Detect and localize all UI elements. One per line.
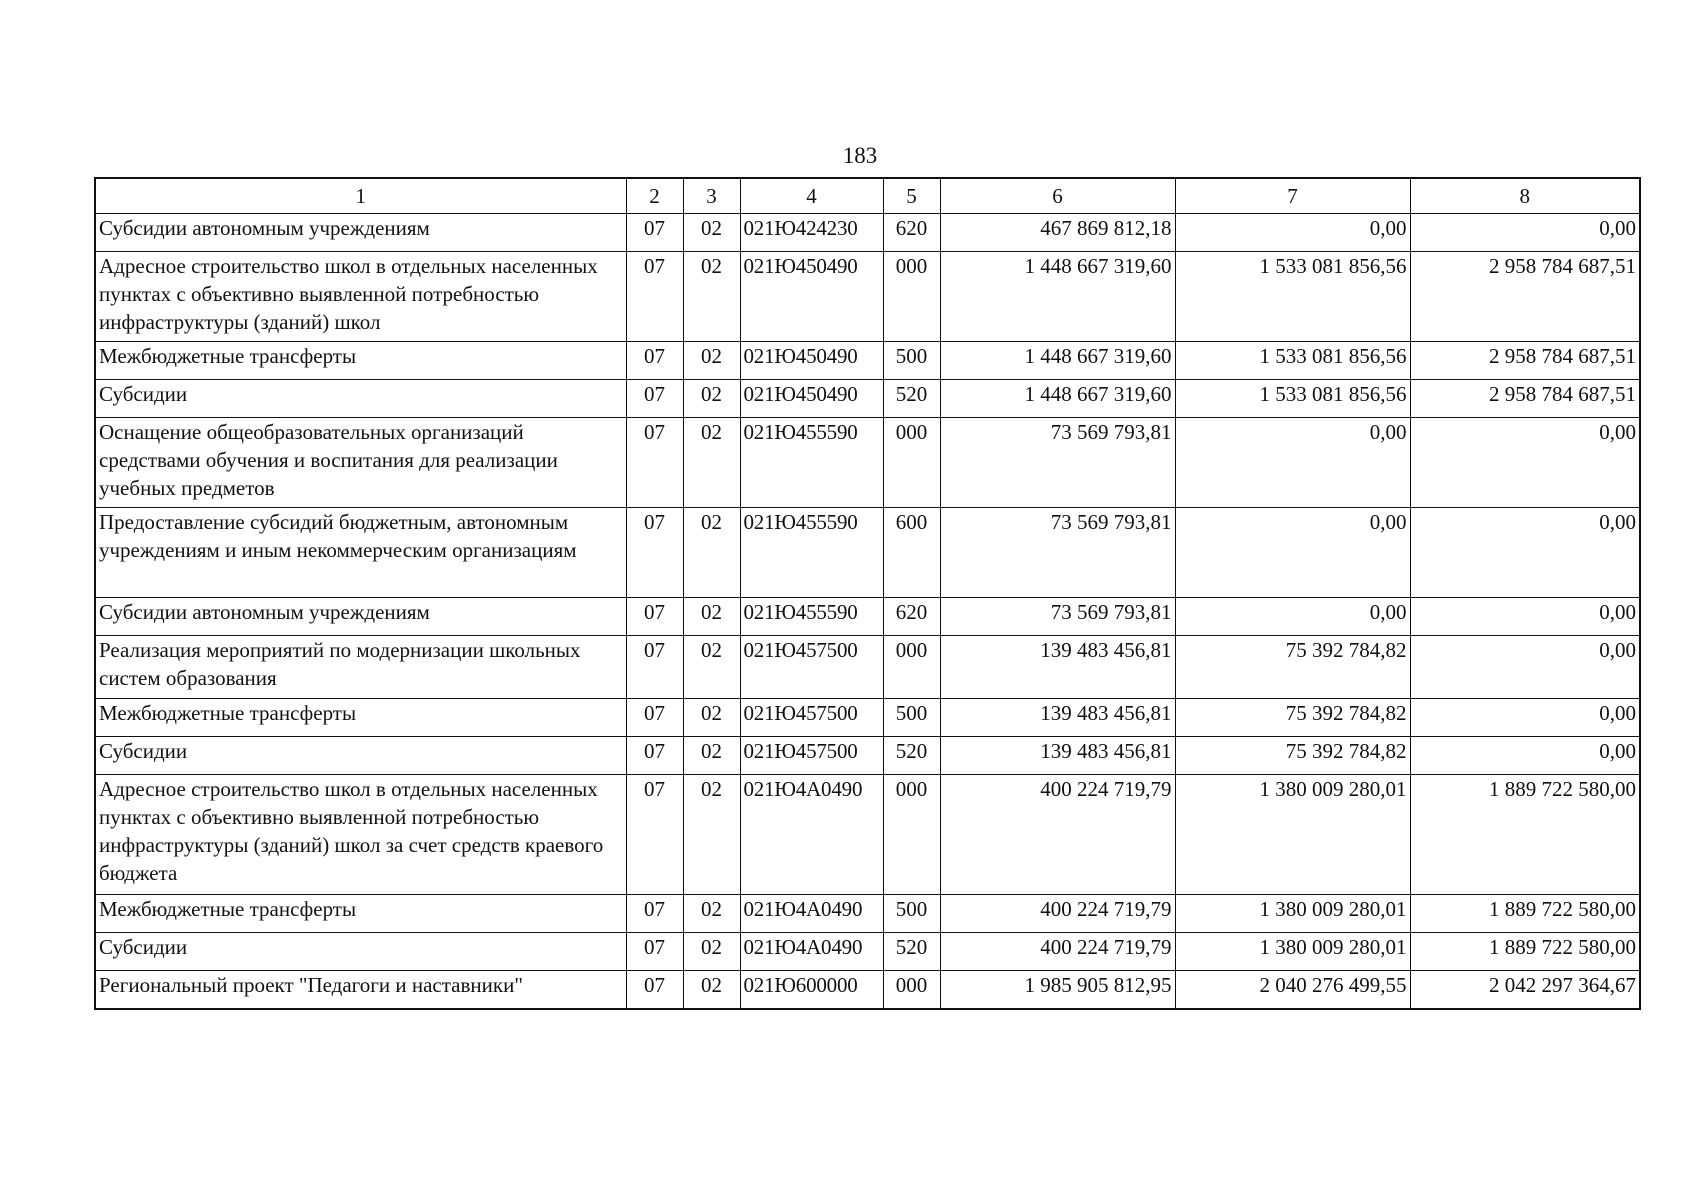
table-row [95, 342, 1640, 380]
cell-subsection: 02 [683, 775, 740, 895]
cell-subsection: 02 [683, 214, 740, 252]
cell-name: Реализация мероприятий по модернизации школьных систем образования [95, 636, 626, 699]
cell-target-article: 021Ю457500 [740, 636, 883, 699]
cell-section: 07 [626, 508, 683, 598]
table-row [95, 418, 1640, 508]
cell-amount-col7: 1 380 009 280,01 [1175, 895, 1410, 933]
cell-expense-type: 000 [883, 252, 940, 342]
cell-target-article: 021Ю457500 [740, 699, 883, 737]
cell-name: Субсидии [95, 380, 626, 418]
cell-subsection: 02 [683, 737, 740, 775]
cell-target-article: 021Ю455590 [740, 508, 883, 598]
table-body [95, 214, 1640, 1010]
header-col-5: 5 [883, 178, 940, 214]
cell-amount-col6: 1 448 667 319,60 [940, 342, 1175, 380]
cell-name: Предоставление субсидий бюджетным, автономным учреждениям и иным некоммерческим организациям [95, 508, 626, 598]
table-row [95, 252, 1640, 342]
cell-section: 07 [626, 895, 683, 933]
cell-amount-col8: 0,00 [1410, 699, 1640, 737]
table-row [95, 636, 1640, 699]
cell-section: 07 [626, 775, 683, 895]
cell-section: 07 [626, 933, 683, 971]
cell-section: 07 [626, 214, 683, 252]
cell-name: Субсидии [95, 933, 626, 971]
cell-target-article: 021Ю4А0490 [740, 933, 883, 971]
cell-target-article: 021Ю450490 [740, 380, 883, 418]
cell-expense-type: 620 [883, 598, 940, 636]
cell-amount-col6: 400 224 719,79 [940, 933, 1175, 971]
cell-expense-type: 000 [883, 775, 940, 895]
cell-amount-col6: 1 985 905 812,95 [940, 971, 1175, 1010]
cell-amount-col8: 0,00 [1410, 737, 1640, 775]
cell-amount-col6: 467 869 812,18 [940, 214, 1175, 252]
cell-amount-col8: 0,00 [1410, 636, 1640, 699]
table-row [95, 598, 1640, 636]
cell-amount-col8: 2 042 297 364,67 [1410, 971, 1640, 1010]
cell-amount-col7: 1 380 009 280,01 [1175, 933, 1410, 971]
cell-expense-type: 520 [883, 380, 940, 418]
cell-name: Межбюджетные трансферты [95, 895, 626, 933]
cell-section: 07 [626, 737, 683, 775]
cell-amount-col7: 75 392 784,82 [1175, 636, 1410, 699]
cell-target-article: 021Ю4А0490 [740, 895, 883, 933]
page-number: 183 [842, 143, 878, 168]
cell-target-article: 021Ю455590 [740, 598, 883, 636]
cell-expense-type: 500 [883, 342, 940, 380]
cell-amount-col6: 400 224 719,79 [940, 775, 1175, 895]
cell-section: 07 [626, 380, 683, 418]
cell-name: Региональный проект "Педагоги и наставники" [95, 971, 626, 1010]
cell-expense-type: 600 [883, 508, 940, 598]
header-col-8: 8 [1410, 178, 1640, 214]
cell-name: Адресное строительство школ в отдельных населенных пунктах с объективно выявленной потребностью инфраструктуры (зданий) школ за счет средств краевого бюджета [95, 775, 626, 895]
cell-section: 07 [626, 418, 683, 508]
cell-expense-type: 500 [883, 895, 940, 933]
cell-amount-col8: 0,00 [1410, 418, 1640, 508]
cell-target-article: 021Ю424230 [740, 214, 883, 252]
budget-table [94, 177, 1641, 1010]
header-col-2: 2 [626, 178, 683, 214]
cell-name: Субсидии [95, 737, 626, 775]
cell-subsection: 02 [683, 636, 740, 699]
table-row [95, 895, 1640, 933]
header-row [95, 178, 1640, 214]
cell-expense-type: 000 [883, 418, 940, 508]
cell-amount-col7: 0,00 [1175, 508, 1410, 598]
cell-name: Межбюджетные трансферты [95, 342, 626, 380]
cell-amount-col7: 0,00 [1175, 418, 1410, 508]
cell-expense-type: 000 [883, 971, 940, 1010]
cell-amount-col7: 1 380 009 280,01 [1175, 775, 1410, 895]
header-col-3: 3 [683, 178, 740, 214]
cell-subsection: 02 [683, 418, 740, 508]
cell-expense-type: 620 [883, 214, 940, 252]
cell-subsection: 02 [683, 699, 740, 737]
cell-subsection: 02 [683, 252, 740, 342]
table-row [95, 933, 1640, 971]
table-row [95, 380, 1640, 418]
table-row [95, 699, 1640, 737]
cell-amount-col7: 1 533 081 856,56 [1175, 380, 1410, 418]
cell-amount-col7: 0,00 [1175, 598, 1410, 636]
cell-amount-col8: 2 958 784 687,51 [1410, 380, 1640, 418]
header-col-1: 1 [95, 178, 626, 214]
cell-amount-col6: 1 448 667 319,60 [940, 252, 1175, 342]
cell-target-article: 021Ю450490 [740, 252, 883, 342]
cell-subsection: 02 [683, 598, 740, 636]
cell-amount-col6: 139 483 456,81 [940, 699, 1175, 737]
cell-section: 07 [626, 342, 683, 380]
cell-amount-col6: 73 569 793,81 [940, 508, 1175, 598]
table-row [95, 508, 1640, 598]
cell-amount-col8: 1 889 722 580,00 [1410, 933, 1640, 971]
cell-amount-col8: 0,00 [1410, 214, 1640, 252]
cell-name: Межбюджетные трансферты [95, 699, 626, 737]
cell-amount-col6: 400 224 719,79 [940, 895, 1175, 933]
cell-section: 07 [626, 252, 683, 342]
cell-subsection: 02 [683, 380, 740, 418]
cell-amount-col7: 1 533 081 856,56 [1175, 342, 1410, 380]
cell-amount-col8: 0,00 [1410, 598, 1640, 636]
cell-amount-col7: 0,00 [1175, 214, 1410, 252]
cell-expense-type: 520 [883, 933, 940, 971]
cell-name: Адресное строительство школ в отдельных населенных пунктах с объективно выявленной потребностью инфраструктуры (зданий) школ [95, 252, 626, 342]
cell-amount-col6: 139 483 456,81 [940, 636, 1175, 699]
cell-section: 07 [626, 699, 683, 737]
table-row [95, 775, 1640, 895]
cell-subsection: 02 [683, 933, 740, 971]
cell-amount-col8: 1 889 722 580,00 [1410, 895, 1640, 933]
cell-name: Субсидии автономным учреждениям [95, 598, 626, 636]
cell-subsection: 02 [683, 342, 740, 380]
cell-amount-col7: 2 040 276 499,55 [1175, 971, 1410, 1010]
cell-section: 07 [626, 636, 683, 699]
cell-target-article: 021Ю450490 [740, 342, 883, 380]
cell-subsection: 02 [683, 971, 740, 1010]
cell-amount-col6: 73 569 793,81 [940, 598, 1175, 636]
cell-subsection: 02 [683, 895, 740, 933]
cell-amount-col8: 2 958 784 687,51 [1410, 252, 1640, 342]
cell-amount-col8: 0,00 [1410, 508, 1640, 598]
cell-section: 07 [626, 598, 683, 636]
cell-expense-type: 000 [883, 636, 940, 699]
cell-amount-col6: 1 448 667 319,60 [940, 380, 1175, 418]
cell-target-article: 021Ю457500 [740, 737, 883, 775]
header-col-4: 4 [740, 178, 883, 214]
cell-amount-col8: 1 889 722 580,00 [1410, 775, 1640, 895]
cell-amount-col7: 75 392 784,82 [1175, 737, 1410, 775]
cell-name: Субсидии автономным учреждениям [95, 214, 626, 252]
cell-target-article: 021Ю600000 [740, 971, 883, 1010]
cell-target-article: 021Ю4А0490 [740, 775, 883, 895]
cell-amount-col7: 1 533 081 856,56 [1175, 252, 1410, 342]
cell-name: Оснащение общеобразовательных организаций средствами обучения и воспитания для реализации учебных предметов [95, 418, 626, 508]
cell-expense-type: 500 [883, 699, 940, 737]
cell-amount-col7: 75 392 784,82 [1175, 699, 1410, 737]
table-row [95, 737, 1640, 775]
cell-subsection: 02 [683, 508, 740, 598]
header-col-6: 6 [940, 178, 1175, 214]
cell-expense-type: 520 [883, 737, 940, 775]
table-row [95, 214, 1640, 252]
cell-amount-col6: 73 569 793,81 [940, 418, 1175, 508]
table-row [95, 971, 1640, 1010]
header-col-7: 7 [1175, 178, 1410, 214]
cell-target-article: 021Ю455590 [740, 418, 883, 508]
cell-amount-col8: 2 958 784 687,51 [1410, 342, 1640, 380]
cell-amount-col6: 139 483 456,81 [940, 737, 1175, 775]
cell-section: 07 [626, 971, 683, 1010]
